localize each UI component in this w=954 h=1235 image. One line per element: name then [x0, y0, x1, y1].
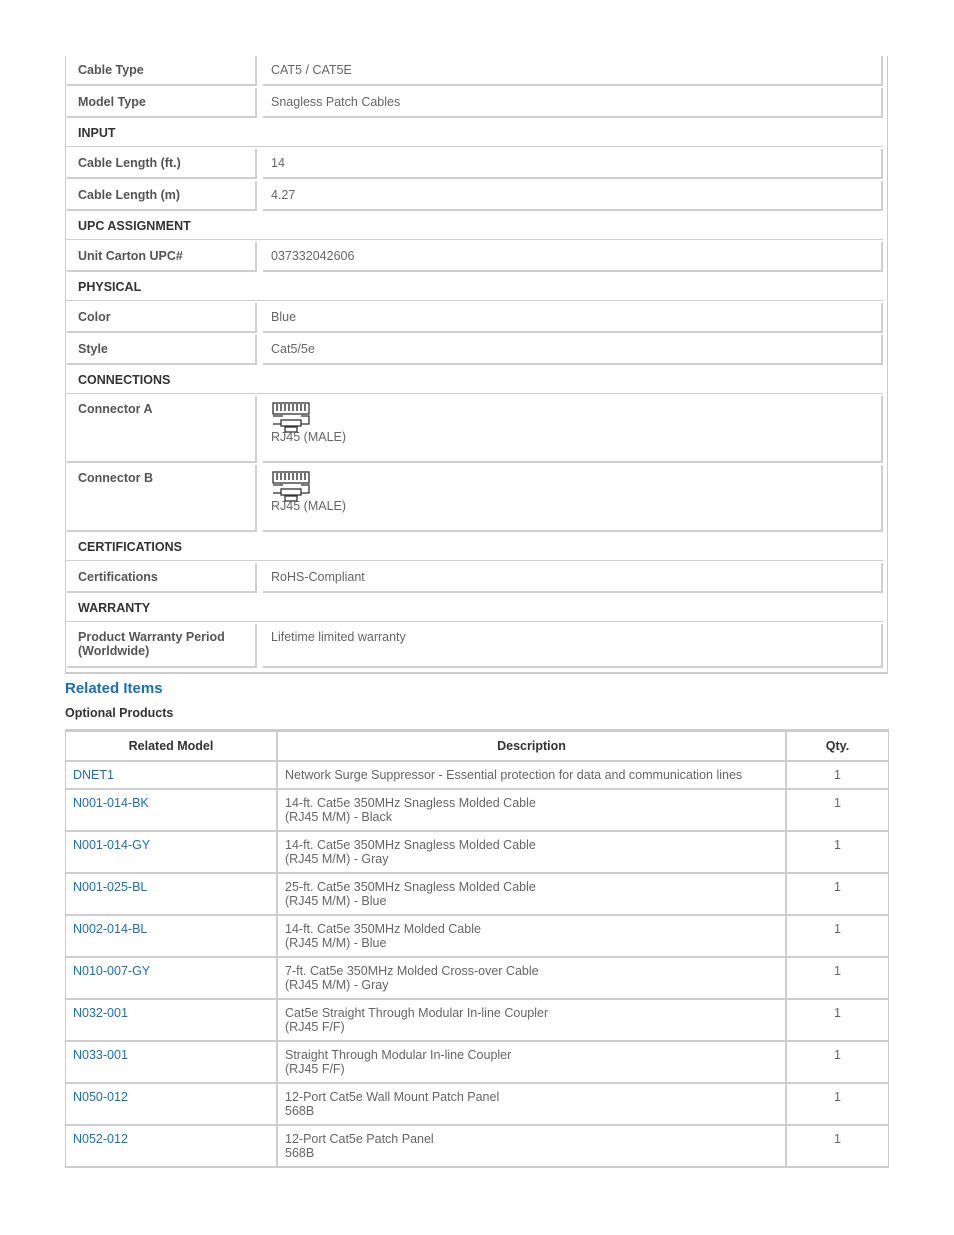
model-cell [66, 874, 278, 914]
qty-cell: 1 [834, 880, 841, 894]
qty-cell: 1 [834, 768, 841, 782]
description-cell [278, 1126, 787, 1166]
spec-value [263, 465, 883, 532]
model-cell [66, 1084, 278, 1124]
spec-label: Connector B [67, 465, 257, 532]
spec-row-connector-b [66, 465, 887, 532]
section-header-warranty: WARRANTY [66, 595, 883, 622]
table-row [66, 916, 888, 958]
spec-row-cable-length-m [66, 181, 887, 211]
model-link[interactable]: DNET1 [73, 768, 114, 782]
section-header-input: INPUT [66, 120, 883, 147]
model-cell [66, 1000, 278, 1040]
table-row [66, 762, 888, 790]
description-line: (RJ45 M/M) - Blue [285, 936, 387, 950]
qty-cell: 1 [834, 922, 841, 936]
spec-value: Blue [263, 303, 883, 333]
spec-value: 14 [263, 149, 883, 179]
column-header-model: Related Model [66, 732, 278, 760]
spec-value: Cat5/5e [263, 335, 883, 365]
spec-label: Color [67, 303, 257, 333]
description-cell [278, 1084, 787, 1124]
table-row [66, 958, 888, 1000]
spec-label: Cable Length (m) [67, 181, 257, 211]
related-items-heading: Related Items [65, 680, 163, 697]
description-cell [278, 832, 787, 872]
table-row [66, 1042, 888, 1084]
description-line: Network Surge Suppressor - Essential protection for data and communication lines [285, 768, 743, 782]
description-cell [278, 958, 787, 998]
section-header-upc: UPC ASSIGNMENT [66, 213, 883, 240]
spec-value: RoHS-Compliant [263, 563, 883, 593]
section-header-connections: CONNECTIONS [66, 367, 883, 394]
spec-value: Snagless Patch Cables [263, 88, 883, 118]
warranty-label-line1: Product Warranty Period [78, 630, 225, 644]
description-line: (RJ45 F/F) [285, 1062, 345, 1076]
model-link[interactable]: N001-025-BL [73, 880, 148, 894]
spec-label: Certifications [67, 563, 257, 593]
table-row [66, 874, 888, 916]
model-link[interactable]: N033-001 [73, 1048, 128, 1062]
description-line: 12-Port Cat5e Wall Mount Patch Panel [285, 1090, 500, 1104]
description-line: (RJ45 F/F) [285, 1020, 345, 1034]
spec-row-style [66, 335, 887, 365]
column-header-description: Description [278, 732, 787, 760]
spec-value: 037332042606 [263, 242, 883, 272]
qty-cell: 1 [834, 1006, 841, 1020]
connector-a-type: RJ45 (MALE) [271, 430, 347, 444]
qty-cell: 1 [834, 1048, 841, 1062]
model-cell [66, 958, 278, 998]
table-row [66, 1000, 888, 1042]
description-line: (RJ45 M/M) - Gray [285, 978, 389, 992]
spec-row-cable-type [66, 56, 887, 86]
model-cell [66, 790, 278, 830]
qty-cell: 1 [834, 838, 841, 852]
spec-value: CAT5 / CAT5E [263, 56, 883, 86]
model-cell [66, 832, 278, 872]
description-line: Cat5e Straight Through Modular In-line Coupler [285, 1006, 549, 1020]
qty-cell: 1 [834, 1132, 841, 1146]
description-line: 14-ft. Cat5e 350MHz Snagless Molded Cable [285, 838, 536, 852]
spec-value: Lifetime limited warranty [263, 624, 883, 668]
qty-cell: 1 [834, 964, 841, 978]
column-header-qty: Qty. [825, 739, 850, 753]
description-line: (RJ45 M/M) - Gray [285, 852, 389, 866]
model-link[interactable]: N010-007-GY [73, 964, 151, 978]
spec-label: Style [67, 335, 257, 365]
optional-products-subheading: Optional Products [65, 706, 174, 720]
qty-cell: 1 [834, 796, 841, 810]
description-line: 7-ft. Cat5e 350MHz Molded Cross-over Cable [285, 964, 539, 978]
spec-row-model-type [66, 88, 887, 118]
spec-label: Unit Carton UPC# [67, 242, 257, 272]
table-row [66, 1084, 888, 1126]
spec-label [67, 624, 257, 668]
spec-row-connector-a [66, 396, 887, 463]
spec-row-unit-carton-upc [66, 242, 887, 272]
qty-cell: 1 [834, 1090, 841, 1104]
description-line: 14-ft. Cat5e 350MHz Snagless Molded Cable [285, 796, 536, 810]
section-header-physical: PHYSICAL [66, 274, 883, 301]
model-link[interactable]: N050-012 [73, 1090, 128, 1104]
spec-value: 4.27 [263, 181, 883, 211]
model-link[interactable]: N001-014-BK [73, 796, 149, 810]
spec-row-cable-length-ft [66, 149, 887, 179]
description-cell [278, 1042, 787, 1082]
model-link[interactable]: N001-014-GY [73, 838, 151, 852]
warranty-label-line2: (Worldwide) [78, 644, 150, 658]
description-cell [278, 1000, 787, 1040]
description-line: 12-Port Cat5e Patch Panel [285, 1132, 434, 1146]
connector-b-type: RJ45 (MALE) [271, 499, 347, 513]
spec-label: Connector A [67, 396, 257, 463]
spec-label: Model Type [67, 88, 257, 118]
table-row [66, 790, 888, 832]
spec-label: Cable Length (ft.) [67, 149, 257, 179]
description-line: 25-ft. Cat5e 350MHz Snagless Molded Cable [285, 880, 536, 894]
table-header-row [66, 732, 888, 762]
specifications-table [65, 56, 888, 674]
spec-row-color [66, 303, 887, 333]
description-line: Straight Through Modular In-line Coupler [285, 1048, 512, 1062]
description-cell [278, 762, 787, 788]
model-link[interactable]: N002-014-BL [73, 922, 148, 936]
description-cell [278, 874, 787, 914]
description-cell [278, 790, 787, 830]
model-cell [66, 1042, 278, 1082]
spec-row-warranty-period [66, 624, 887, 668]
spec-row-certifications [66, 563, 887, 593]
table-row [66, 1126, 888, 1168]
spec-label: Cable Type [67, 56, 257, 86]
description-line: 568B [285, 1146, 315, 1160]
model-cell [66, 916, 278, 956]
related-items-table [65, 729, 889, 1168]
model-cell [66, 762, 278, 788]
section-header-certifications: CERTIFICATIONS [66, 534, 883, 561]
description-line: 14-ft. Cat5e 350MHz Molded Cable [285, 922, 481, 936]
spec-value [263, 396, 883, 463]
description-line: 568B [285, 1104, 315, 1118]
description-line: (RJ45 M/M) - Black [285, 810, 392, 824]
model-link[interactable]: N032-001 [73, 1006, 128, 1020]
description-line: (RJ45 M/M) - Blue [285, 894, 387, 908]
model-cell [66, 1126, 278, 1166]
model-link[interactable]: N052-012 [73, 1132, 128, 1146]
table-row [66, 832, 888, 874]
description-cell [278, 916, 787, 956]
